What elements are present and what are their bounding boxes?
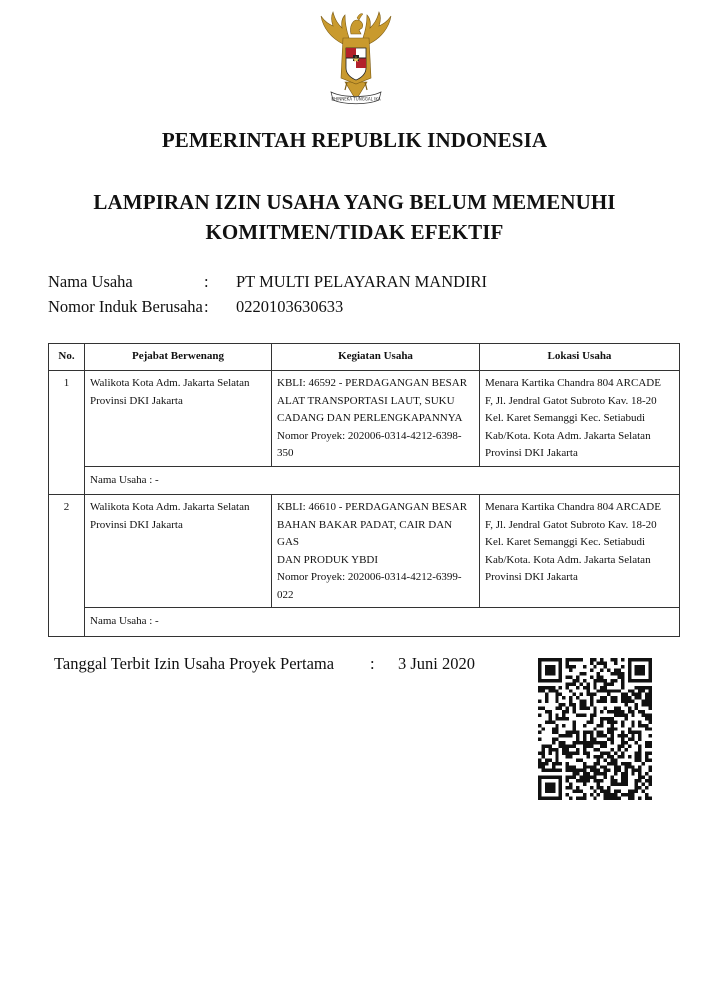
svg-text:BHINNEKA TUNGGAL IKA: BHINNEKA TUNGGAL IKA xyxy=(331,96,381,102)
activity-line: DAN PRODUK YBDI xyxy=(277,553,379,566)
location-line: Kel. Karet Semanggi Kec. Setiabudi xyxy=(485,412,646,424)
business-name-row xyxy=(49,466,680,495)
location-cell xyxy=(480,371,680,467)
business-name-row xyxy=(49,608,680,637)
issue-date-separator: : xyxy=(370,654,375,673)
authority-line: Provinsi DKI Jakarta xyxy=(90,518,183,531)
nib-separator: : xyxy=(204,297,209,316)
location-line: Provinsi DKI Jakarta xyxy=(485,571,578,583)
authority-line: Walikota Kota Adm. Jakarta Selatan xyxy=(90,501,250,513)
company-name-label: Nama Usaha xyxy=(48,272,133,291)
header-activity: Kegiatan Usaha xyxy=(272,344,480,371)
qr-code-icon xyxy=(538,658,652,800)
row-number: 1 xyxy=(49,371,85,495)
header-location: Lokasi Usaha xyxy=(480,344,680,371)
government-title: PEMERINTAH REPUBLIK INDONESIA xyxy=(161,128,548,152)
location-cell xyxy=(480,495,680,608)
location-line: F, Jl. Jendral Gatot Subroto Kav. 18-20 xyxy=(485,394,657,407)
garuda-emblem-icon xyxy=(313,8,399,108)
activity-line: ALAT TRANSPORTASI LAUT, SUKU xyxy=(277,394,455,407)
authority-cell xyxy=(85,495,272,608)
authority-line: Walikota Kota Adm. Jakarta Selatan xyxy=(90,377,250,389)
activity-cell xyxy=(272,495,480,608)
location-line: Kel. Karet Semanggi Kec. Setiabudi xyxy=(485,536,646,548)
document-title-line2: KOMITMEN/TIDAK EFEKTIF xyxy=(205,220,504,244)
company-name-value: PT MULTI PELAYARAN MANDIRI xyxy=(236,272,488,291)
issue-date-value: 3 Juni 2020 xyxy=(398,654,476,673)
nib-label: Nomor Induk Berusaha xyxy=(48,297,203,316)
table-row xyxy=(49,495,680,608)
location-line: Menara Kartika Chandra 804 ARCADE xyxy=(485,377,661,389)
authority-line: Provinsi DKI Jakarta xyxy=(90,394,183,407)
table-row xyxy=(49,371,680,467)
business-name-cell: Nama Usaha : - xyxy=(85,466,680,495)
table-header-row xyxy=(49,344,680,371)
row-number: 2 xyxy=(49,495,85,637)
location-line: Kab/Kota. Kota Adm. Jakarta Selatan xyxy=(485,429,651,442)
issue-date-label: Tanggal Terbit Izin Usaha Proyek Pertama xyxy=(54,654,335,673)
nib-value: 0220103630633 xyxy=(236,297,344,316)
project-number: Nomor Proyek: 202006-0314-4212-6398-350 xyxy=(277,429,462,459)
activity-line: KBLI: 46610 - PERDAGANGAN BESAR xyxy=(277,501,468,513)
activity-line: KBLI: 46592 - PERDAGANGAN BESAR xyxy=(277,377,468,389)
authority-cell xyxy=(85,371,272,467)
activity-cell xyxy=(272,371,480,467)
header-no: No. xyxy=(49,344,85,371)
activity-line: BAHAN BAKAR PADAT, CAIR DAN GAS xyxy=(277,518,453,548)
location-line: F, Jl. Jendral Gatot Subroto Kav. 18-20 xyxy=(485,518,657,531)
permit-table xyxy=(48,343,680,637)
header-authority: Pejabat Berwenang xyxy=(85,344,272,371)
company-name-separator: : xyxy=(204,272,209,291)
document-title-line1: LAMPIRAN IZIN USAHA YANG BELUM MEMENUHI xyxy=(93,190,616,214)
location-line: Menara Kartika Chandra 804 ARCADE xyxy=(485,501,661,513)
location-line: Provinsi DKI Jakarta xyxy=(485,447,578,459)
location-line: Kab/Kota. Kota Adm. Jakarta Selatan xyxy=(485,553,651,566)
project-number: Nomor Proyek: 202006-0314-4212-6399-022 xyxy=(277,571,462,601)
activity-line: CADANG DAN PERLENGKAPANNYA xyxy=(277,412,463,424)
business-name-cell: Nama Usaha : - xyxy=(85,608,680,637)
